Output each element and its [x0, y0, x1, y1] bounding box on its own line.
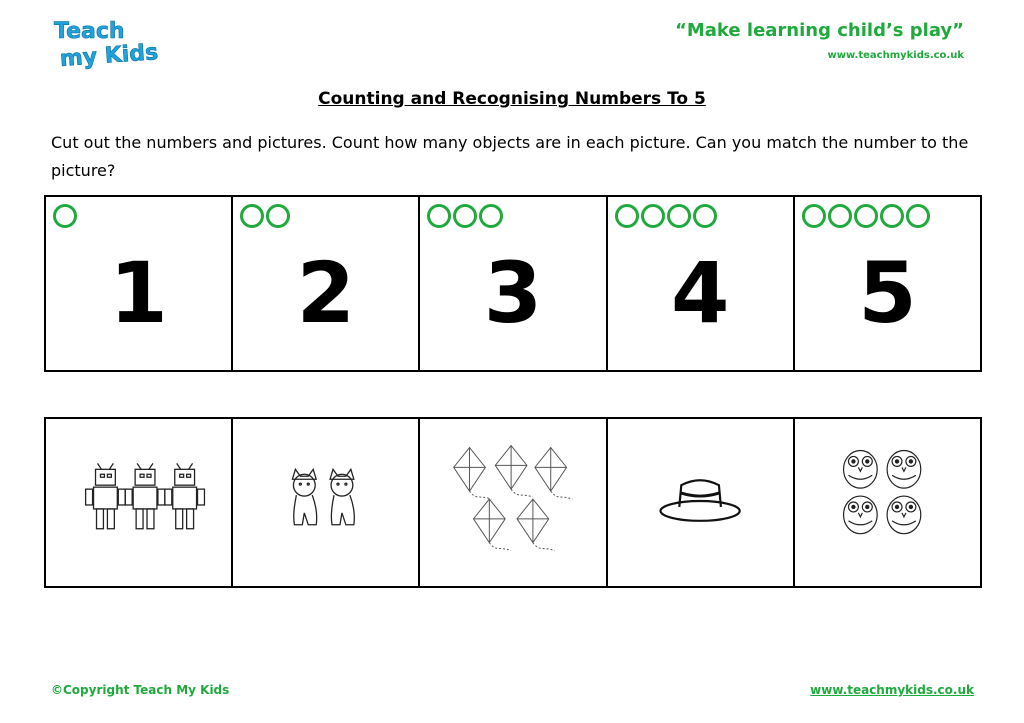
footer-website-link[interactable]: www.teachmykids.co.uk	[810, 683, 974, 697]
number-label: 2	[296, 244, 356, 342]
picture-card-robots	[46, 419, 233, 586]
number-card	[233, 197, 420, 370]
kite-icon	[517, 499, 555, 551]
robot-icon	[125, 463, 165, 528]
count-circle-icon	[53, 204, 77, 228]
kite-icon	[454, 448, 492, 500]
count-circle-icon	[453, 204, 477, 228]
hat-icon	[660, 480, 739, 521]
count-circle-icon	[828, 204, 852, 228]
count-circle-icon	[906, 204, 930, 228]
owls-picture	[795, 419, 980, 586]
number-card	[608, 197, 795, 370]
count-circle-icon	[802, 204, 826, 228]
kite-icon	[535, 448, 573, 500]
kitten-icon	[330, 469, 354, 524]
owl-icon	[843, 496, 877, 534]
count-circle-icon	[641, 204, 665, 228]
kitten-icon	[293, 469, 317, 524]
picture-card-owls	[795, 419, 980, 586]
teach-my-kids-logo	[48, 14, 159, 72]
kite-icon	[496, 446, 534, 498]
number-label: 1	[109, 244, 168, 342]
tagline: “Make learning child’s play”	[675, 20, 964, 41]
number-card	[420, 197, 607, 370]
owl-icon	[887, 496, 921, 534]
kites-picture	[420, 419, 605, 586]
picture-card-kites	[420, 419, 607, 586]
kittens-picture	[233, 419, 418, 586]
hat-picture	[608, 419, 793, 586]
svg-text:Teach: Teach	[54, 19, 125, 44]
count-circle-icon	[693, 204, 717, 228]
number-card	[46, 197, 233, 370]
count-circle-icon	[479, 204, 503, 228]
copyright-text: ©Copyright Teach My Kids	[51, 683, 230, 697]
count-circle-icon	[240, 204, 264, 228]
robot-icon	[165, 463, 205, 528]
count-circle-icon	[854, 204, 878, 228]
count-circle-icon	[667, 204, 691, 228]
count-circles	[427, 204, 503, 228]
count-circles	[53, 204, 77, 228]
picture-cards-row	[44, 417, 982, 588]
kite-icon	[474, 499, 512, 551]
svg-text:my Kids: my Kids	[59, 40, 159, 72]
robot-icon	[86, 463, 126, 528]
number-label: 5	[858, 244, 917, 342]
owl-icon	[843, 451, 877, 489]
header-website[interactable]: www.teachmykids.co.uk	[827, 50, 964, 61]
count-circles	[802, 204, 930, 228]
count-circles	[615, 204, 717, 228]
picture-card-hat	[608, 419, 795, 586]
count-circles	[240, 204, 290, 228]
number-cards-row	[44, 195, 982, 372]
number-label: 4	[670, 244, 730, 342]
count-circle-icon	[427, 204, 451, 228]
picture-card-kittens	[233, 419, 420, 586]
robots-picture	[46, 419, 231, 586]
owl-icon	[887, 451, 921, 489]
count-circle-icon	[266, 204, 290, 228]
number-card	[795, 197, 980, 370]
count-circle-icon	[615, 204, 639, 228]
instructions: Cut out the numbers and pictures. Count how many objects are in each picture. Can you match the number to the picture?	[51, 133, 969, 180]
worksheet-title: Counting and Recognising Numbers To 5	[318, 89, 706, 109]
count-circle-icon	[880, 204, 904, 228]
number-label: 3	[483, 244, 543, 342]
